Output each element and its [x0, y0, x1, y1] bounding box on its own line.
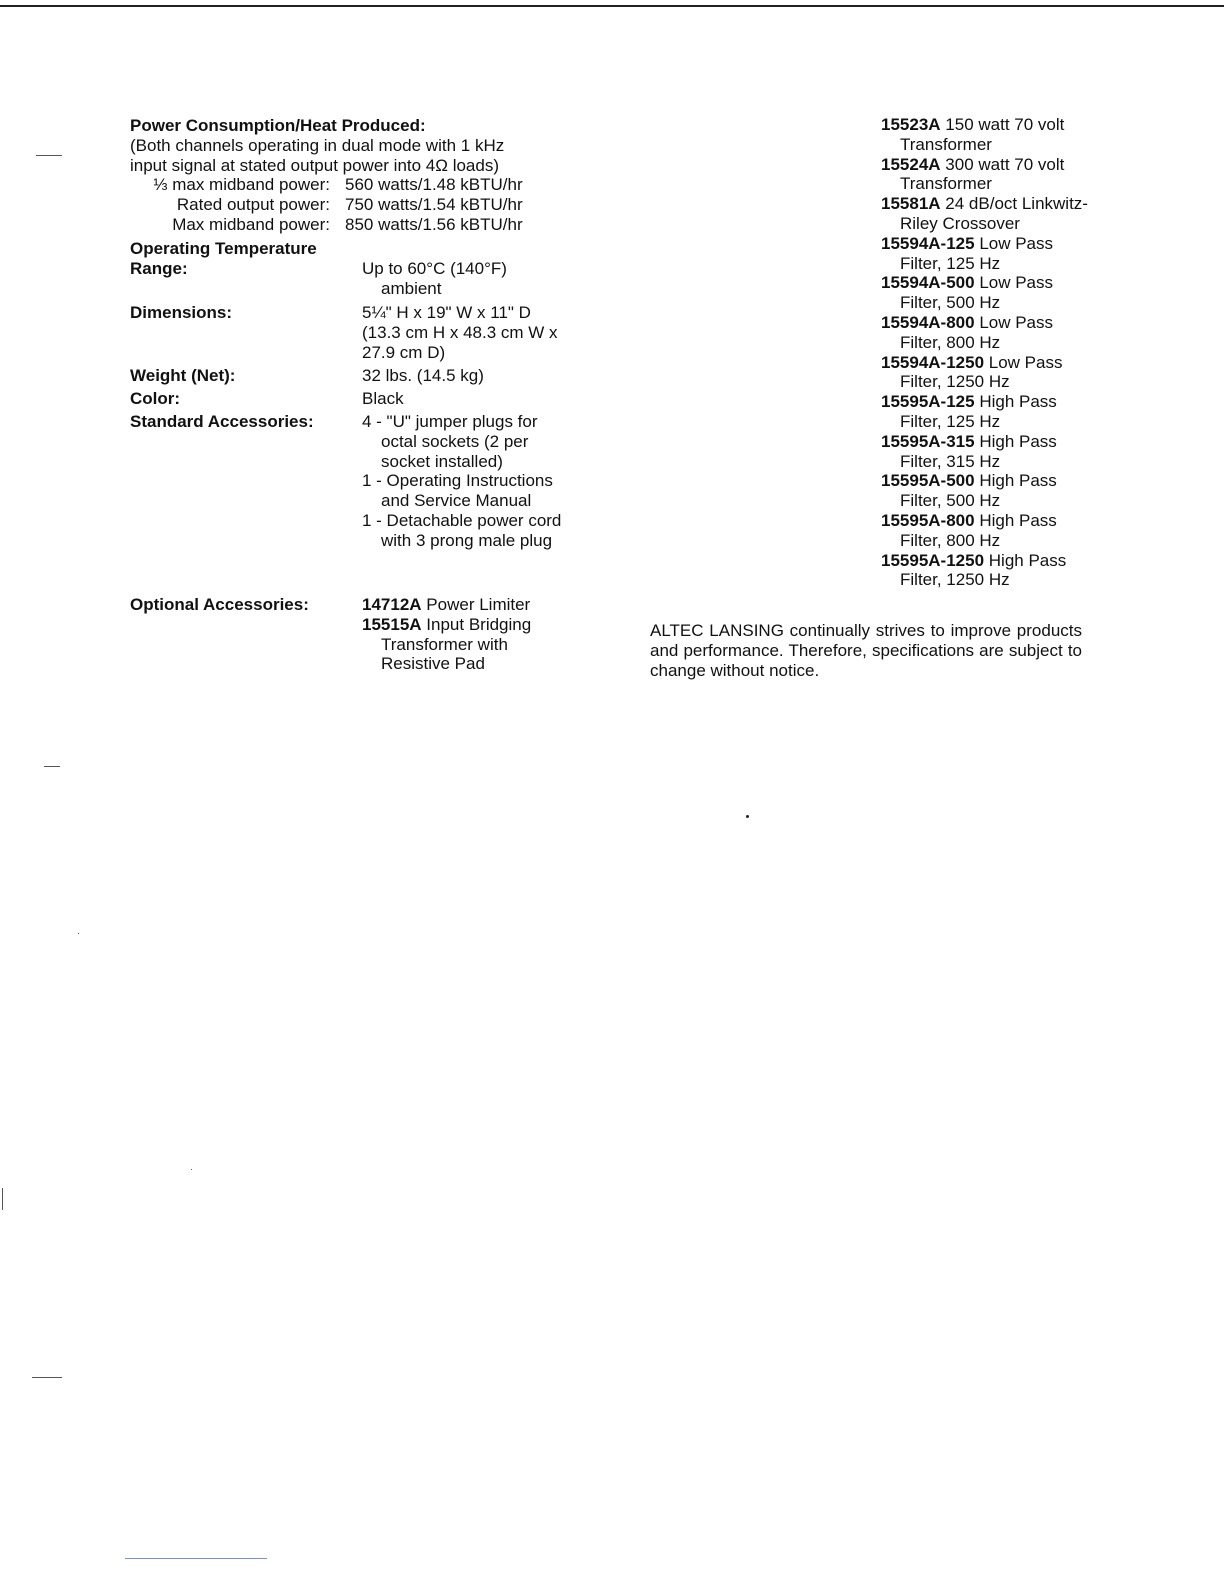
bottom-rule	[125, 1558, 267, 1559]
part-number: 15595A-125	[881, 392, 975, 412]
list-item	[881, 273, 1091, 313]
part-description: 300 watt 70 volt Transformer	[900, 154, 1065, 194]
power-heading: Power Consumption/Heat Produced:	[130, 116, 426, 135]
part-number: 15595A-500	[881, 471, 975, 491]
list-item	[881, 234, 1091, 274]
part-number: 15595A-1250	[881, 550, 985, 570]
part-number: 15595A-800	[881, 510, 975, 530]
power-row-label: ⅓ max midband power:	[153, 175, 330, 195]
part-number: 15594A-125	[881, 233, 975, 253]
temperature-label-range: Range:	[130, 259, 188, 278]
scan-dot	[746, 815, 749, 818]
top-rule	[0, 5, 1224, 7]
power-note-line: (Both channels operating in dual mode with 1 kHz	[130, 135, 505, 155]
list-item	[881, 155, 1091, 195]
weight-value: 32 lbs. (14.5 kg)	[362, 366, 484, 385]
power-row-value: 750 watts/1.54 kBTU/hr	[345, 195, 523, 215]
scan-mark	[44, 766, 60, 767]
list-item	[362, 615, 562, 674]
temperature-value	[362, 259, 572, 299]
color-value: Black	[362, 389, 404, 408]
list-item	[881, 115, 1091, 155]
part-description: Low Pass Filter, 800 Hz	[900, 312, 1054, 352]
scan-mark	[36, 155, 62, 156]
temperature-value-line: Up to 60°C (140°F)	[362, 259, 507, 278]
part-number: 15523A	[881, 115, 941, 134]
optional-accessories-list	[362, 595, 562, 674]
color-label: Color:	[130, 389, 181, 408]
weight-label: Weight (Net):	[130, 366, 236, 385]
standard-accessories-label: Standard Accessories:	[130, 412, 314, 431]
part-description: Low Pass Filter, 125 Hz	[900, 233, 1054, 273]
temperature-value-line: ambient	[381, 278, 442, 298]
list-item: 1 - Detachable power cord with 3 prong male plug	[362, 510, 562, 550]
list-item	[362, 595, 562, 615]
dimensions-value-line: (13.3 cm H x 48.3 cm W x	[362, 322, 558, 342]
part-number: 15594A-800	[881, 312, 975, 332]
scan-edge	[2, 1188, 3, 1210]
list-item	[881, 511, 1091, 551]
list-item	[881, 392, 1091, 432]
standard-accessories-list	[362, 412, 562, 551]
part-description: 150 watt 70 volt Transformer	[900, 115, 1065, 154]
power-row-value: 850 watts/1.56 kBTU/hr	[345, 214, 523, 234]
part-description: High Pass Filter, 500 Hz	[900, 471, 1057, 511]
list-item	[881, 313, 1091, 353]
specifications-notice: ALTEC LANSING continually strives to improve products and performance. Therefore, specifications are subject to change without notice.	[650, 621, 1082, 680]
part-number: 15524A	[881, 154, 941, 174]
power-row-label: Max midband power:	[172, 214, 330, 234]
part-description: High Pass Filter, 800 Hz	[900, 510, 1057, 550]
part-description: Power Limiter	[426, 595, 531, 614]
dimensions-value-line: 27.9 cm D)	[362, 342, 446, 362]
list-item	[881, 551, 1091, 591]
scan-mark	[32, 1377, 62, 1378]
list-item: 1 - Operating Instructions and Service Manual	[362, 471, 553, 511]
power-note-line: input signal at stated output power into 4Ω loads)	[130, 155, 499, 175]
part-description: 24 dB/oct Linkwitz-Riley Crossover	[900, 194, 1088, 233]
list-item	[881, 432, 1091, 472]
optional-accessories-label: Optional Accessories:	[130, 595, 309, 614]
dimensions-value-line: 5¼" H x 19" W x 11" D	[362, 303, 531, 322]
part-description: High Pass Filter, 125 Hz	[900, 392, 1057, 431]
part-number: 15594A-500	[881, 273, 975, 293]
part-description: Input Bridging Transformer with Resistive Pad	[381, 614, 532, 674]
dimensions-label: Dimensions:	[130, 303, 233, 322]
part-description: Low Pass Filter, 1250 Hz	[900, 352, 1063, 392]
power-consumption-section	[130, 116, 570, 235]
accessory-list-right	[881, 115, 1091, 590]
power-row-label: Rated output power:	[176, 195, 330, 215]
part-description: High Pass Filter, 1250 Hz	[900, 550, 1067, 590]
part-number: 14712A	[362, 595, 422, 614]
list-item	[881, 353, 1091, 393]
power-row	[130, 195, 570, 215]
dimensions-value	[362, 303, 572, 362]
list-item	[881, 194, 1091, 234]
part-number: 15515A	[362, 614, 422, 634]
power-row	[130, 215, 570, 235]
part-number: 15581A	[881, 194, 941, 214]
temperature-label: Operating Temperature	[130, 239, 317, 258]
part-number: 15594A-1250	[881, 352, 985, 372]
list-item: 4 - "U" jumper plugs for octal sockets (2 per socket installed)	[362, 412, 538, 471]
power-row-value: 560 watts/1.48 kBTU/hr	[345, 175, 523, 195]
part-description: High Pass Filter, 315 Hz	[900, 431, 1057, 471]
part-description: Low Pass Filter, 500 Hz	[900, 273, 1054, 313]
part-number: 15595A-315	[881, 431, 975, 451]
power-row	[130, 175, 570, 195]
list-item	[881, 471, 1091, 511]
scan-dot	[191, 1169, 192, 1170]
scan-dot	[78, 933, 79, 934]
